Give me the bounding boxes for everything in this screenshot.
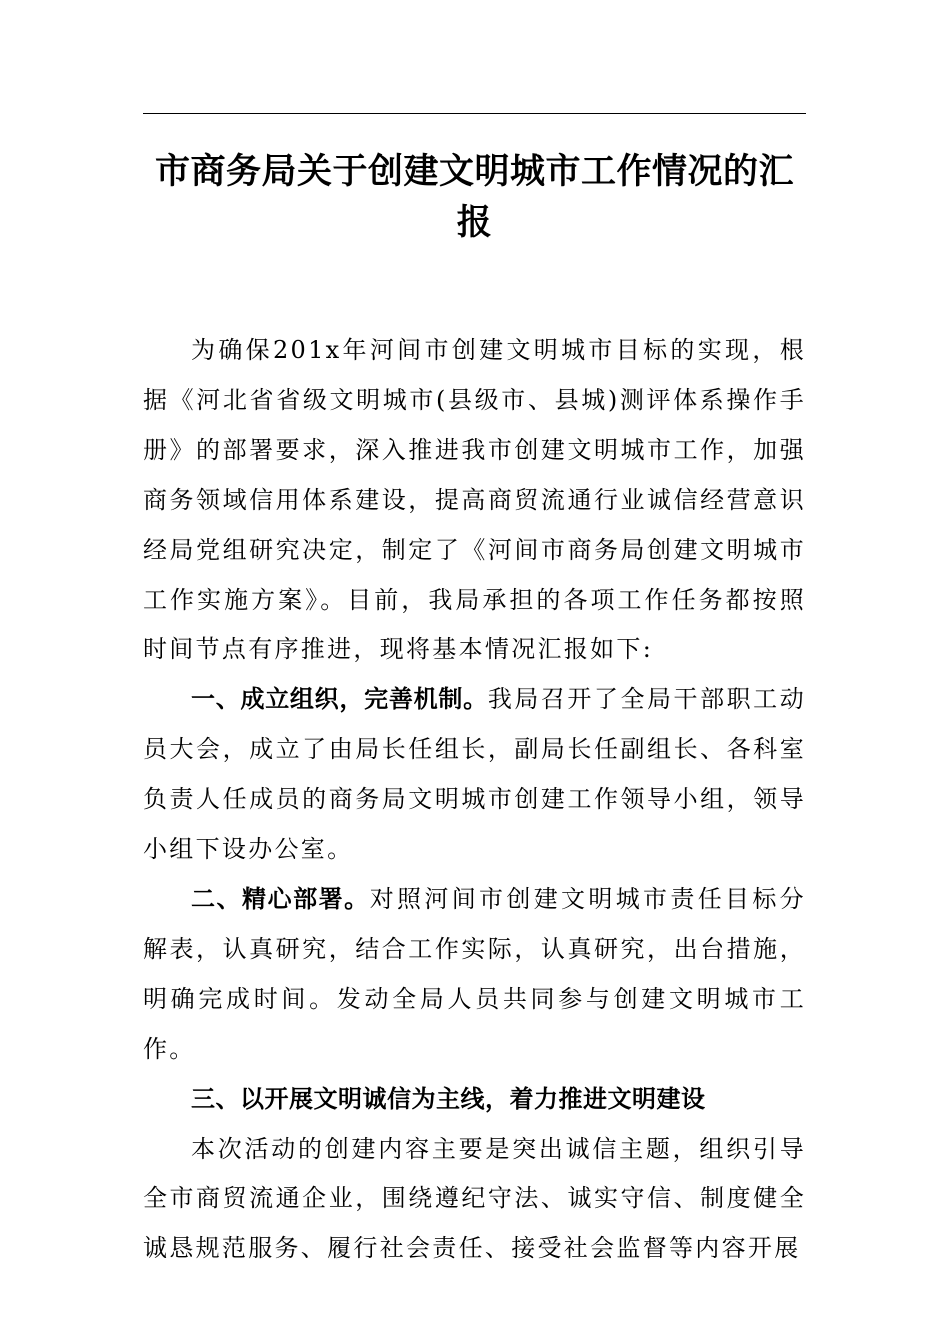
document-body bbox=[143, 326, 806, 1274]
section-2-paragraph bbox=[143, 875, 806, 1075]
section-1-heading: 一、成立组织，完善机制。 bbox=[191, 685, 488, 714]
section-1-text: 我局召开了全局干部职工动员大会，成立了由局长任组长，副局长任副组长、各科室负责人任成员的商务局文明城市创建工作领导小组，领导小组下设办公室。 bbox=[143, 685, 806, 864]
header-rule bbox=[143, 113, 806, 114]
section-1-paragraph bbox=[143, 675, 806, 875]
section-3-heading: 三、以开展文明诚信为主线，着力推进文明建设 bbox=[191, 1084, 706, 1113]
section-2-heading: 二、精心部署。 bbox=[191, 884, 370, 913]
intro-paragraph: 为确保201x年河间市创建文明城市目标的实现，根据《河北省省级文明城市(县级市、县城)测评体系操作手册》的部署要求，深入推进我市创建文明城市工作，加强商务领域信用体系建设，提高商贸流通行业诚信经营意识经局党组研究决定，制定了《河间市商务局创建文明城市工作实施方案》。目前，我局承担的各项工作任务都按照时间节点有序推进，现将基本情况汇报如下: bbox=[143, 336, 806, 664]
section-3-paragraph: 本次活动的创建内容主要是突出诚信主题，组织引导全市商贸流通企业，围绕遵纪守法、诚实守信、制度健全诚恳规范服务、履行社会责任、接受社会监督等内容开展 bbox=[143, 1134, 806, 1263]
section-2-text: 对照河间市创建文明城市责任目标分解表，认真研究，结合工作实际，认真研究，出台措施，明确完成时间。发动全局人员共同参与创建文明城市工作。 bbox=[143, 884, 806, 1063]
document-title: 市商务局关于创建文明城市工作情况的汇报 bbox=[154, 151, 794, 243]
